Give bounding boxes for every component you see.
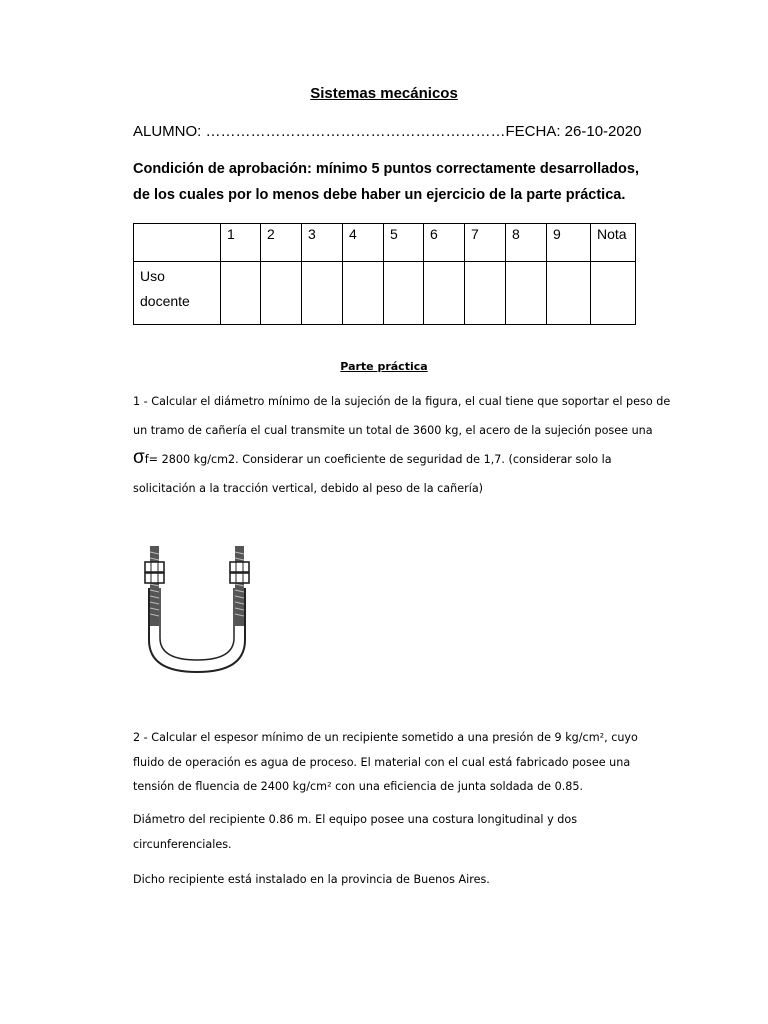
row-label-uso-docente: Uso docente [134,262,221,325]
page-title: Sistemas mecánicos [310,85,458,102]
exercise-2-line-1: 2 - Calcular el espesor mínimo de un recipiente sometido a una presión de 9 kg/cm², cuyo [133,731,638,744]
grade-cell [302,262,343,325]
approval-condition-line-1: Condición de aprobación: mínimo 5 puntos correctamente desarrollados, [133,161,639,177]
exercise-2-line-3: tensión de fluencia de 2400 kg/cm² con una eficiencia de junta soldada de 0.85. [133,780,584,793]
sigma-symbol: σ [133,447,145,468]
section-title: Parte práctica [340,360,428,373]
grade-header-cell: 3 [302,224,343,262]
approval-condition [133,156,653,208]
exercise-2-line-2: fluido de operación es agua de proceso. El material con el cual está fabricado posee una [133,755,631,769]
grade-cell [547,262,591,325]
grade-cell [384,262,424,325]
grade-table-row [134,262,636,325]
grade-cell-nota [591,262,636,325]
grade-cell [424,262,465,325]
exercise-2-diameter [133,808,643,857]
grade-cell [506,262,547,325]
exercise-1 [133,387,671,503]
grade-cell [261,262,302,325]
exercise-1-line-4: solicitación a la tracción vertical, debido al peso de la cañería) [133,482,484,495]
grade-header-cell: 9 [547,224,591,262]
grade-header-cell: 7 [465,224,506,262]
exercise-2-location: Dicho recipiente está instalado en la provincia de Buenos Aires. [133,873,490,886]
grade-cell [221,262,261,325]
grade-table [133,223,636,325]
grade-header-cell: 1 [221,224,261,262]
u-bolt-icon [135,540,275,678]
grade-header-cell [134,224,221,262]
grade-header-cell-nota: Nota [591,224,636,262]
grade-cell [343,262,384,325]
grade-table-header-row [134,224,636,262]
exercise-1-line-2: un tramo de cañería el cual transmite un total de 3600 kg, el acero de la sujeción posee una [133,424,653,437]
grade-header-cell: 8 [506,224,547,262]
exercise-2-line-5: circunferenciales. [133,837,232,851]
grade-header-cell: 4 [343,224,384,262]
grade-cell [465,262,506,325]
exercise-1-line-3: σf= 2800 kg/cm2. Considerar un coeficiente de seguridad de 1,7. (considerar solo la [133,447,612,468]
exercise-2-line-4: Diámetro del recipiente 0.86 m. El equipo posee una costura longitudinal y dos [133,813,578,826]
approval-condition-line-2: de los cuales por lo menos debe haber un ejercicio de la parte práctica. [133,187,626,203]
exercise-2 [133,726,643,800]
student-date-line: ALUMNO: ……………………………………………………FECHA: 26-10-2020 [133,123,642,140]
grade-header-cell: 2 [261,224,302,262]
grade-header-cell: 6 [424,224,465,262]
grade-header-cell: 5 [384,224,424,262]
exercise-1-line-1: 1 - Calcular el diámetro mínimo de la sujeción de la figura, el cual tiene que soportar el peso de [133,395,671,408]
